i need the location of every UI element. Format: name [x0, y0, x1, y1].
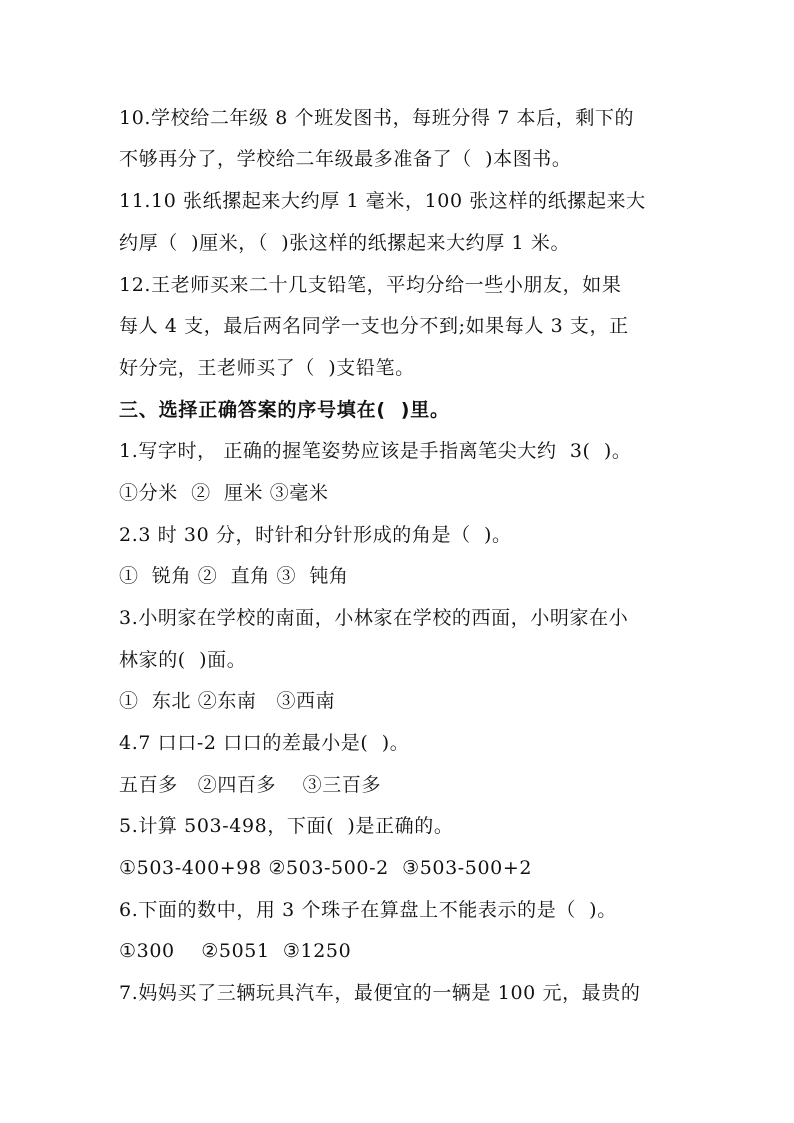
- question-11-line-2: 约厚（ )厘米，（ )张这样的纸摞起来大约厚 1 米。: [119, 232, 571, 254]
- choice-question-6-options: ①300 ②5051 ③1250: [119, 940, 352, 962]
- choice-question-2-options: ① 锐角 ② 直角 ③ 钝角: [119, 565, 349, 587]
- choice-question-7-line-1: 7.妈妈买了三辆玩具汽车，最便宜的一辆是 100 元，最贵的: [119, 982, 641, 1004]
- question-12-line-2: 每人 4 支，最后两名同学一支也分不到;如果每人 3 支，正: [119, 315, 629, 337]
- question-12-line-1: 12.王老师买来二十几支铅笔，平均分给一些小朋友，如果: [119, 274, 622, 296]
- question-10-line-2: 不够再分了，学校给二年级最多准备了（ )本图书。: [119, 148, 572, 170]
- question-12-line-3: 好分完，王老师买了（ )支铅笔。: [119, 357, 415, 379]
- choice-question-1-options: ①分米 ② 厘米 ③毫米: [119, 482, 329, 504]
- choice-question-5-options: ①503-400+98 ②503-500-2 ③503-500+2: [119, 857, 533, 879]
- choice-question-5: 5.计算 503-498，下面( )是正确的。: [119, 815, 454, 837]
- question-11-line-1: 11.10 张纸摞起来大约厚 1 毫米，100 张这样的纸摞起来大: [119, 190, 646, 212]
- choice-question-3-line-1: 3.小明家在学校的南面，小林家在学校的西面，小明家在小: [119, 607, 629, 629]
- choice-question-2: 2.3 时 30 分，时针和分针形成的角是（ )。: [119, 524, 512, 546]
- choice-question-1: 1.写字时， 正确的握笔姿势应该是手指离笔尖大约 3( )。: [119, 440, 632, 462]
- choice-question-4: 4.7 口口-2 口口的差最小是( )。: [119, 732, 410, 754]
- choice-question-3-options: ① 东北 ②东南 ③西南: [119, 690, 336, 712]
- choice-question-4-options: 五百多 ②四百多 ③三百多: [119, 774, 382, 796]
- choice-question-3-line-2: 林家的( )面。: [119, 649, 247, 671]
- question-10-line-1: 10.学校给二年级 8 个班发图书，每班分得 7 本后，剩下的: [119, 107, 635, 129]
- choice-question-6: 6.下面的数中，用 3 个珠子在算盘上不能表示的是（ )。: [119, 899, 617, 921]
- section-3-heading: 三、选择正确答案的序号填在( )里。: [119, 399, 450, 421]
